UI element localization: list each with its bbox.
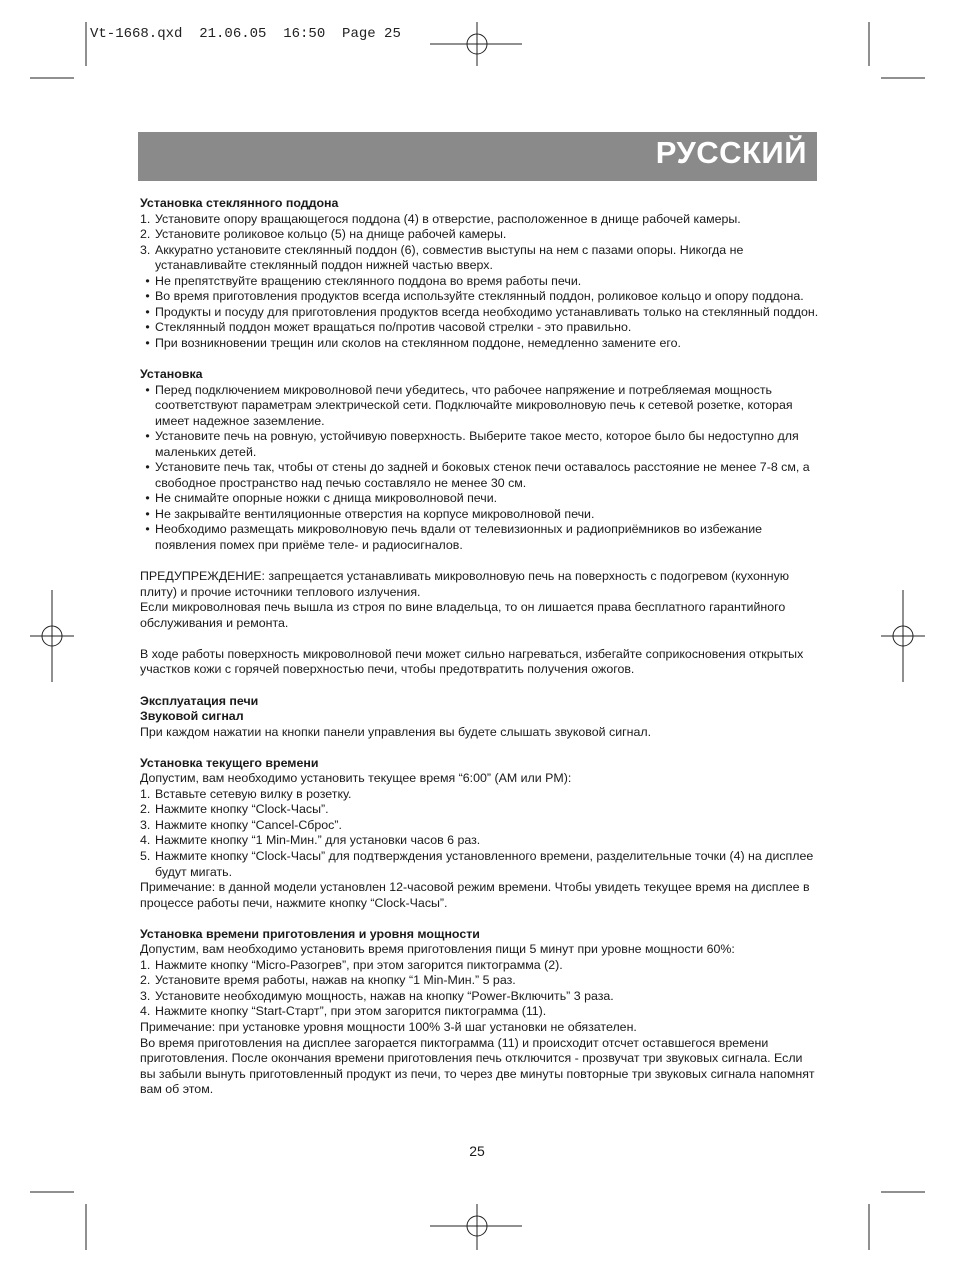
item-text: Нажмите кнопку “Cancel-Сброс”. — [155, 817, 342, 832]
bullet-item — [140, 383, 820, 430]
numbered-item — [140, 818, 820, 834]
section — [140, 569, 820, 631]
section-gap — [140, 740, 820, 756]
section-heading: Эксплуатация печи — [140, 693, 259, 708]
bullet-item — [140, 320, 820, 336]
item-text: Установите печь так, чтобы от стены до задней и боковых стенок печи оставалось расстояние не менее 7-8 см, а свободное пространство над печью составляло не менее 30 см. — [155, 460, 810, 490]
registration-mark-bottom — [430, 1204, 522, 1250]
item-text: Нажмите кнопку “Clock-Часы” для подтверждения установленного времени, разделительные точки (4) на дисплее будут мигать. — [155, 848, 814, 879]
paragraph: ПРЕДУПРЕЖДЕНИЕ: запрещается устанавливать микроволновую печь на поверхность с подогревом (кухонную плиту) и прочие источники теплового излучения. — [140, 569, 790, 599]
numbered-item — [140, 849, 820, 880]
section-heading: Установка времени приготовления и уровня мощности — [140, 926, 480, 941]
item-text: Нажмите кнопку “Clock-Часы”. — [155, 802, 329, 817]
sub-heading: Звуковой сигнал — [140, 709, 244, 724]
bullet-item — [140, 507, 820, 523]
section-gap — [140, 678, 820, 694]
bullet-item — [140, 522, 820, 553]
numbered-item — [140, 243, 820, 274]
banner-title: РУССКИЙ — [655, 135, 807, 170]
item-text: Не снимайте опорные ножки с днища микроволновой печи. — [155, 491, 498, 506]
item-text: Продукты и посуду для приготовления продуктов всегда необходимо устанавливать только на стеклянный поддон. — [155, 304, 819, 319]
item-number: 1. — [140, 211, 151, 226]
paragraph: Примечание: при установке уровня мощности 100% 3-й шаг установки не обязателен. — [140, 1019, 637, 1034]
page-number: 25 — [469, 1143, 485, 1159]
paragraph: В ходе работы поверхность микроволновой печи может сильно нагреваться, избегайте соприкосновения открытых участков кожи с горячей поверхностью печи, чтобы предотвратить получения ожогов. — [140, 646, 804, 677]
section-heading: Установка — [140, 367, 203, 382]
item-text: Нажмите кнопку “Micro-Разогрев”, при этом загорится пиктограмма (2). — [155, 957, 563, 972]
numbered-item — [140, 802, 820, 818]
bullet-item — [140, 305, 820, 321]
section — [140, 367, 820, 554]
bullet-item — [140, 429, 820, 460]
section — [140, 196, 820, 351]
registration-mark-right — [881, 590, 925, 682]
item-text: Нажмите кнопку “Start-Старт”, при этом загорится пиктограмма (11). — [155, 1004, 547, 1019]
bullet-marker: • — [145, 335, 150, 350]
paragraph: Примечание: в данной модели установлен 12-часовой режим времени. Чтобы увидеть текущее время на дисплее в процессе работы печи, нажмите кнопку “Clock-Часы”. — [140, 880, 810, 910]
bullet-marker: • — [145, 460, 150, 475]
section — [140, 647, 820, 678]
paragraph: При каждом нажатии на кнопки панели управления вы будете слышать звуковой сигнал. — [140, 724, 652, 739]
bullet-marker: • — [145, 289, 150, 304]
item-number: 1. — [140, 957, 151, 972]
section — [140, 756, 820, 911]
item-number: 1. — [140, 786, 151, 801]
file-slug: Vt-1668.qxd 21.06.05 16:50 Page 25 — [90, 26, 401, 42]
numbered-item — [140, 833, 820, 849]
item-text: Не закрывайте вентиляционные отверстия на корпусе микроволновой печи. — [155, 506, 595, 521]
item-number: 2. — [140, 973, 151, 988]
item-text: Вставьте сетевую вилку в розетку. — [155, 786, 352, 801]
numbered-item — [140, 787, 820, 803]
numbered-item — [140, 227, 820, 243]
item-text: Во время приготовления продуктов всегда используйте стеклянный поддон, роликовое кольцо и опору поддона. — [155, 289, 804, 304]
item-text: Установите печь на ровную, устойчивую поверхность. Выберите такое место, которое было бы недоступно для маленьких детей. — [155, 429, 799, 459]
bullet-marker: • — [145, 522, 150, 537]
section-heading: Установка стеклянного поддона — [140, 196, 339, 210]
bullet-marker: • — [145, 320, 150, 335]
item-number: 4. — [140, 833, 151, 848]
numbered-item — [140, 1004, 820, 1020]
section-heading: Установка текущего времени — [140, 755, 319, 770]
item-text: Установите роликовое кольцо (5) на днище рабочей камеры. — [155, 227, 507, 242]
item-number: 2. — [140, 802, 151, 817]
item-text: Стеклянный поддон может вращаться по/против часовой стрелки - это правильно. — [155, 320, 632, 335]
item-text: Не препятствуйте вращению стеклянного поддона во время работы печи. — [155, 273, 582, 288]
registration-mark-left — [30, 590, 74, 682]
bullet-marker: • — [145, 491, 150, 506]
item-number: 3. — [140, 988, 151, 1003]
bullet-marker: • — [145, 304, 150, 319]
item-text: Нажмите кнопку “1 Min-Мин.” для установки часов 6 раз. — [155, 833, 481, 848]
item-text: Установите необходимую мощность, нажав на кнопку “Power-Включить” 3 раза. — [155, 988, 614, 1003]
item-text: Установите время работы, нажав на кнопку “1 Min-Мин.” 5 раз. — [155, 973, 516, 988]
bullet-item — [140, 336, 820, 352]
item-number: 3. — [140, 242, 151, 257]
item-text: При возникновении трещин или сколов на стеклянном поддоне, немедленно замените его. — [155, 335, 681, 350]
item-text: Аккуратно установите стеклянный поддон (6), совместив выступы на нем с пазами опоры. Никогда не устанавливайте стеклянный поддон нижней частью вверх. — [155, 242, 744, 273]
section-gap — [140, 911, 820, 927]
bullet-item — [140, 289, 820, 305]
section-gap — [140, 554, 820, 570]
bullet-item — [140, 491, 820, 507]
bullet-marker: • — [145, 429, 150, 444]
paragraph: Во время приготовления на дисплее загорается пиктограмма (11) и происходит отсчет оставшегося времени приготовления. После окончания времени приготовления печь отключится - прозвучат три звуковых сигнала. Если вы забыли вынуть приготовленный продукт из печи, то через две минуты повторные три звуковых сигнала напомнят вам об этом. — [140, 1035, 815, 1097]
section — [140, 927, 820, 1098]
page-body — [140, 196, 820, 1098]
bullet-marker: • — [145, 382, 150, 397]
bullet-marker: • — [145, 273, 150, 288]
bullet-item — [140, 274, 820, 290]
item-number: 4. — [140, 1004, 151, 1019]
numbered-item — [140, 989, 820, 1005]
item-text: Необходимо размещать микроволновую печь вдали от телевизионных и радиоприёмников во избежание появления помех при приёме теле- и радиосигналов. — [155, 522, 763, 553]
item-number: 2. — [140, 227, 151, 242]
numbered-item — [140, 973, 820, 989]
item-text: Установите опору вращающегося поддона (4) в отверстие, расположенное в днище рабочей камеры. — [155, 211, 741, 226]
section — [140, 694, 820, 741]
section-gap — [140, 631, 820, 647]
registration-mark-top — [430, 22, 522, 66]
paragraph: Допустим, вам необходимо установить текущее время “6:00” (AM или PM): — [140, 771, 572, 786]
paragraph: Если микроволновая печь вышла из строя по вине владельца, то он лишается права бесплатного гарантийного обслуживания и ремонта. — [140, 600, 786, 630]
numbered-item — [140, 212, 820, 228]
item-number: 3. — [140, 817, 151, 832]
language-banner — [138, 132, 817, 181]
numbered-item — [140, 958, 820, 974]
item-number: 5. — [140, 848, 151, 863]
item-text: Перед подключением микроволновой печи убедитесь, что рабочее напряжение и потребляемая мощность соответствуют параметрам электрической сети. Подключайте микроволновую печь к сетевой розетке, которая имеет надежное заземление. — [155, 382, 793, 428]
bullet-marker: • — [145, 506, 150, 521]
section-gap — [140, 351, 820, 367]
paragraph: Допустим, вам необходимо установить время приготовления пищи 5 минут при уровне мощности 60%: — [140, 942, 735, 957]
bullet-item — [140, 460, 820, 491]
